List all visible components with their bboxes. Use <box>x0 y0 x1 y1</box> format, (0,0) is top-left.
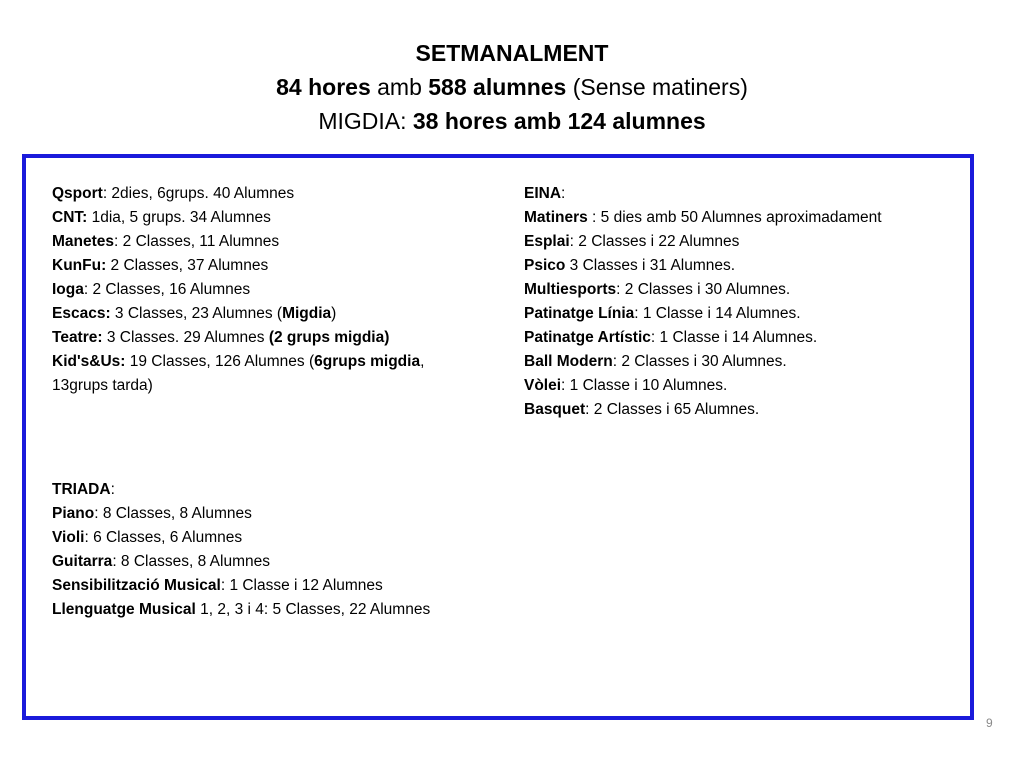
activity-name: CNT: <box>52 209 88 226</box>
title-text: amb <box>370 74 429 100</box>
activity-note: (2 grups migdia) <box>268 329 390 346</box>
activity-kids <box>52 350 502 374</box>
title-line-2 <box>0 70 1024 104</box>
activity-name: Piano <box>52 505 95 522</box>
activity-name: Psico <box>524 257 566 274</box>
activity-patinatge-linia <box>524 302 964 326</box>
activity-name: Patinatge Artístic <box>524 329 651 346</box>
activity-detail: 3 Classes, 23 Alumnes ( <box>110 305 283 322</box>
activity-detail-end: , <box>420 353 425 370</box>
title-note: (Sense matiners) <box>566 74 748 100</box>
activity-detail: : 2 Classes i 30 Alumnes. <box>616 281 791 298</box>
activity-qsport <box>52 182 502 206</box>
activity-name: Llenguatge Musical <box>52 601 196 618</box>
activity-name: Sensibilització Musical <box>52 577 221 594</box>
activity-detail: : 8 Classes, 8 Alumnes <box>112 553 270 570</box>
activity-detail: 19 Classes, 126 Alumnes ( <box>125 353 315 370</box>
total-students: 588 alumnes <box>428 74 567 100</box>
activity-name: Kid's&Us: <box>52 353 126 370</box>
activity-name: Esplai <box>524 233 570 250</box>
activity-matiners <box>524 206 964 230</box>
total-hours: 84 hores <box>276 74 371 100</box>
activity-detail: : 2dies, 6grups. 40 Alumnes <box>102 185 295 202</box>
activity-detail: : 2 Classes i 65 Alumnes. <box>585 401 760 418</box>
activity-name: Guitarra <box>52 553 113 570</box>
section-title: EINA <box>524 185 562 202</box>
activity-patinatge-artistic <box>524 326 964 350</box>
activity-detail: 3 Classes. 29 Alumnes <box>102 329 269 346</box>
activity-name: Escacs: <box>52 305 111 322</box>
activity-detail: : 1 Classe i 10 Alumnes. <box>561 377 728 394</box>
section-colon: : <box>110 481 115 498</box>
activity-teatre <box>52 326 502 350</box>
activity-psico <box>524 254 964 278</box>
activity-violi <box>52 526 502 550</box>
activity-name: Vòlei <box>524 377 562 394</box>
title-heading: SETMANALMENT <box>415 40 609 66</box>
section-colon: : <box>561 185 566 202</box>
activity-detail: 1, 2, 3 i 4: 5 Classes, 22 Alumnes <box>195 601 431 618</box>
activity-detail: : 1 Classe i 14 Alumnes. <box>650 329 818 346</box>
activity-detail: : 2 Classes i 30 Alumnes. <box>612 353 787 370</box>
activity-name: KunFu: <box>52 257 107 274</box>
activity-name: Ioga <box>52 281 84 298</box>
activity-name: Multiesports <box>524 281 617 298</box>
activity-name: Basquet <box>524 401 586 418</box>
page-number: 9 <box>986 716 993 730</box>
activity-esplai <box>524 230 964 254</box>
activity-sensibilitzacio <box>52 574 502 598</box>
activity-note: Migdia <box>282 305 332 322</box>
activity-guitarra <box>52 550 502 574</box>
activity-volei <box>524 374 964 398</box>
activity-ioga <box>52 278 502 302</box>
activity-name: Ball Modern <box>524 353 613 370</box>
activity-name: Qsport <box>52 185 103 202</box>
eina-header <box>524 182 964 206</box>
activity-name: Matiners <box>524 209 588 226</box>
activity-name: Teatre: <box>52 329 103 346</box>
activity-detail: : 6 Classes, 6 Alumnes <box>84 529 243 546</box>
migdia-label: MIGDIA: <box>318 108 413 134</box>
activity-llenguatge <box>52 598 502 622</box>
activity-cnt <box>52 206 502 230</box>
left-column <box>52 182 502 398</box>
activity-detail: : 2 Classes, 11 Alumnes <box>114 233 280 250</box>
activity-detail: 1dia, 5 grups. 34 Alumnes <box>87 209 271 226</box>
triada-header <box>52 478 502 502</box>
activity-manetes <box>52 230 502 254</box>
title-line-1 <box>0 36 1024 70</box>
slide-title <box>0 36 1024 138</box>
activity-detail: 2 Classes, 37 Alumnes <box>106 257 269 274</box>
activity-kids-cont: 13grups tarda) <box>52 377 153 394</box>
triada-section <box>52 478 502 622</box>
activity-detail: : 2 Classes, 16 Alumnes <box>83 281 251 298</box>
activity-ball-modern <box>524 350 964 374</box>
title-line-3 <box>0 104 1024 138</box>
activity-name: Manetes <box>52 233 115 250</box>
activity-detail: : 5 dies amb 50 Alumnes aproximadament <box>587 209 882 226</box>
activity-basquet <box>524 398 964 422</box>
activity-detail: : 1 Classe i 12 Alumnes <box>220 577 383 594</box>
activity-note: 6grups migdia <box>314 353 421 370</box>
activity-multiesports <box>524 278 964 302</box>
activity-escacs <box>52 302 502 326</box>
activity-detail-end: ) <box>331 305 337 322</box>
activity-kunfu <box>52 254 502 278</box>
activity-detail: 3 Classes i 31 Alumnes. <box>565 257 736 274</box>
activity-piano <box>52 502 502 526</box>
section-title: TRIADA <box>52 481 111 498</box>
activity-name: Patinatge Línia <box>524 305 635 322</box>
content-frame <box>22 154 974 720</box>
activity-detail: : 8 Classes, 8 Alumnes <box>94 505 252 522</box>
activity-detail: : 1 Classe i 14 Alumnes. <box>634 305 801 322</box>
activity-detail: : 2 Classes i 22 Alumnes <box>569 233 740 250</box>
activity-name: Violi <box>52 529 85 546</box>
right-column <box>524 182 964 422</box>
migdia-summary: 38 hores amb 124 alumnes <box>412 108 706 134</box>
